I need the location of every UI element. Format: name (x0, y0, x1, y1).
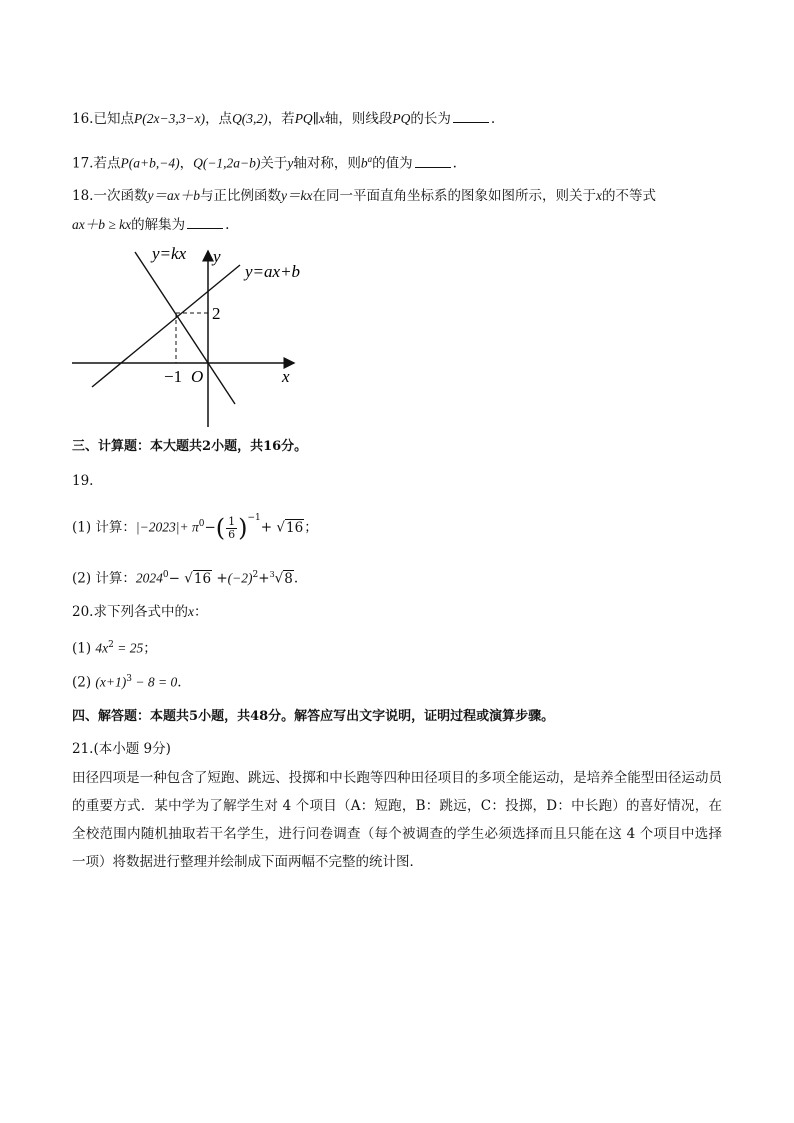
question-19-part2: (2) 计算：$2024^0- √16 +(-2)^2+^3√8$. (72, 570, 299, 587)
question-21-body: 田径四项是一种包含了短跑、跳远、投掷和中长跑等四种田径项目的多项全能运动，是培养全能型田径运动员的重要方式．某中学为了解学生对 4 个项目（A：短跑，B：跳远，C：投掷，D：中长跑）的喜好情况，在全校范围内随机抽取若干名学生，进行问卷调查（每个被调查的学生必须选择而且只能在这 4 个项目中选择一项）将数据进行整理并绘制成下面两幅不完整的统计图． (72, 770, 722, 870)
question-17: 17.若点P(a+b,−4)，Q(−1,2a−b)关于y轴对称，则$b^a$的值为 . (72, 154, 457, 172)
point-p-expr: P(2x−3,3−x) (133, 111, 206, 126)
question-20-part1: (1) $4x^2 = 25$； (72, 640, 157, 657)
label-origin: O (191, 367, 204, 386)
question-21-header: 21.(本小题 9分) (72, 741, 171, 757)
question-20-part2: (2) $(x+1)^3 - 8 = 0$. (72, 674, 182, 691)
function-graph (68, 245, 308, 430)
question-16: 16.已知点P(2x−3,3−x)，点Q(3,2)，若PQ∥x轴，则线段PQ的长为 . (72, 111, 496, 127)
answer-blank[interactable] (187, 216, 223, 229)
label-y-axis: y (213, 247, 221, 266)
parallel-condition: PQ∥x (294, 111, 325, 126)
label-two: 2 (212, 304, 221, 323)
fraction: $\frac{1}{6}$ (228, 514, 236, 541)
question-20: 20.求下列各式中的x： (72, 604, 208, 620)
question-19-part1: (1) 计算：$|-2023|+ \pi^0-$( $\frac{1}{6}$ )$^{-1}$+ √16； (72, 513, 318, 542)
label-x-axis: x (282, 367, 290, 386)
label-y-ax-b: y=ax+b (245, 262, 301, 281)
answer-blank[interactable] (453, 110, 489, 123)
answer-blank[interactable] (415, 155, 451, 168)
question-19-number: 19. (72, 473, 94, 489)
section-3-title: 三、计算题：本大题共2小题，共16分。 (72, 439, 308, 454)
line-kx (135, 252, 235, 404)
label-neg-one: −1 (164, 367, 183, 386)
point-q-expr: Q(3,2) (232, 111, 268, 126)
label-y-kx: y=kx (152, 245, 187, 263)
question-18-line2: ax＋b ≥ kx的解集为 . (72, 217, 230, 233)
section-4-title: 四、解答题：本题共5小题，共48分。解答应写出文字说明，证明过程或演算步骤。 (72, 709, 555, 724)
inequality: ax＋b ≥ kx (72, 217, 132, 232)
question-18-line1: 18.一次函数y＝ax＋b与正比例函数y＝kx在同一平面直角坐标系的图象如图所示，则关于x的不等式 (72, 188, 656, 204)
